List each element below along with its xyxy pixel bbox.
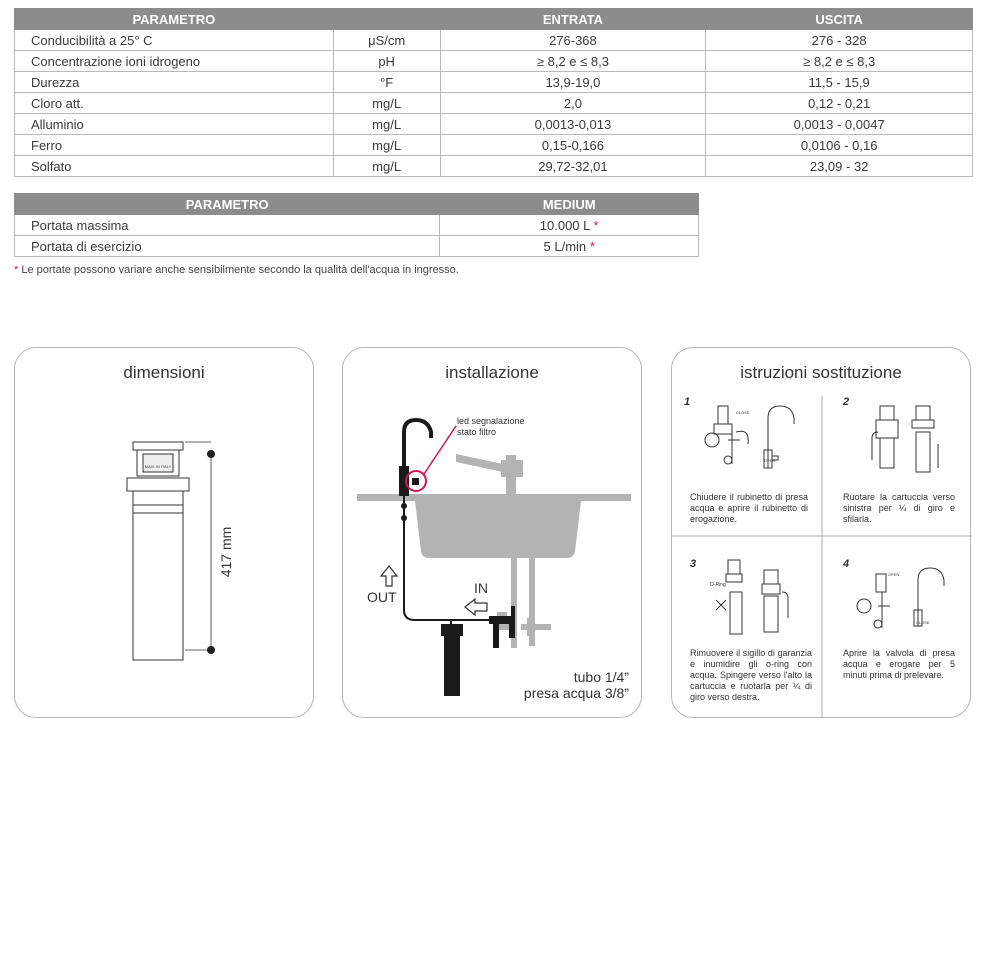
filter-faucet: [404, 420, 431, 468]
step3-drawing: [716, 560, 788, 634]
sink-bowl: [415, 501, 581, 558]
faucet-base: [399, 466, 409, 496]
table-row: [15, 215, 699, 236]
led-label-line1: led segnalazione: [457, 416, 525, 426]
medium-value: 10.000 L: [539, 217, 590, 233]
medium-value: 5 L/min: [543, 238, 587, 254]
panel-installazione: [342, 347, 642, 718]
param-cell: Conducibilità a 25° C: [15, 30, 334, 51]
param-cell: Alluminio: [15, 114, 334, 135]
asterisk: *: [589, 238, 595, 254]
entrata-cell: 13,9-19,0: [440, 72, 706, 93]
filter-body: [133, 505, 183, 660]
sink-pipes: [493, 558, 551, 648]
entrata-cell: 276-368: [440, 30, 706, 51]
header-entrata: ENTRATA: [440, 9, 706, 30]
presa-label: presa acqua 3/8”: [523, 685, 629, 701]
param-cell: Concentrazione ioni idrogeno: [15, 51, 334, 72]
table-row: [15, 156, 973, 177]
panel-dimensioni: [14, 347, 314, 718]
step-number: 3: [690, 558, 697, 570]
uscita-cell: 276 - 328: [706, 30, 973, 51]
table-header-row: [15, 194, 699, 215]
table-row: [15, 30, 973, 51]
param-cell: Durezza: [15, 72, 334, 93]
unit-cell: mg/L: [333, 135, 440, 156]
step4-text: Aprire la valvola di presa acqua e erogare per 5 minuti prima di prelevare.: [843, 648, 955, 680]
panel-title: installazione: [445, 363, 539, 382]
mixer-tap-icon: [456, 454, 523, 497]
step-number: 4: [843, 558, 850, 570]
panel-istruzioni: [671, 347, 971, 718]
medium-cell: [440, 215, 699, 236]
filter-dimension-drawing: [15, 348, 315, 719]
filter-head: [441, 624, 463, 636]
panel-title: istruzioni sostituzione: [740, 363, 902, 382]
uscita-cell: 0,12 - 0,21: [706, 93, 973, 114]
step2-text: Ruotare la cartuccia verso sinistra per ¼ di giro e sfilarla.: [843, 492, 955, 524]
out-arrow-icon: [381, 566, 397, 586]
filter-collar: [127, 478, 189, 491]
entrata-cell: 2,0: [440, 93, 706, 114]
table-row: [15, 114, 973, 135]
asterisk: *: [14, 264, 19, 276]
filter-top-cap: [133, 442, 183, 450]
uscita-cell: 0,0013 - 0,0047: [706, 114, 973, 135]
open-tag: OPEN: [888, 572, 900, 577]
unit-cell: μS/cm: [333, 30, 440, 51]
entrata-cell: 29,72-32,01: [440, 156, 706, 177]
header-unit: [333, 9, 440, 30]
table-row: [15, 51, 973, 72]
unit-cell: mg/L: [333, 93, 440, 114]
entrata-cell: 0,15-0,166: [440, 135, 706, 156]
footnote-text: Le portate possono variare anche sensibilmente secondo la qualità dell'acqua in ingresso.: [18, 264, 459, 276]
table-row: [15, 135, 973, 156]
dimension-label: 417 mm: [218, 526, 234, 578]
header-medium: MEDIUM: [440, 194, 699, 215]
led-callout-line: [424, 426, 456, 474]
header-parametro: PARAMETRO: [15, 194, 440, 215]
medium-cell: [440, 236, 699, 257]
led-indicator: [412, 478, 419, 485]
table-header-row: [15, 9, 973, 30]
table-row: [15, 93, 973, 114]
entrata-cell: 0,0013-0,013: [440, 114, 706, 135]
header-uscita: USCITA: [706, 9, 973, 30]
flow-rate-table: [14, 193, 699, 257]
unit-cell: mg/L: [333, 114, 440, 135]
step1-text: Chiudere il rubinetto di presa acqua e aprire il rubinetto di erogazione.: [690, 492, 808, 524]
unit-cell: °F: [333, 72, 440, 93]
step4-drawing: [857, 568, 944, 628]
dimension-dot-bottom: [207, 646, 215, 654]
param-cell: Portata di esercizio: [15, 236, 440, 257]
footnote: [14, 264, 459, 276]
uscita-cell: 23,09 - 32: [706, 156, 973, 177]
close-tag: CLOSE: [916, 620, 930, 625]
filter-brand-label: MAXI IN ITALY: [144, 464, 172, 469]
filter-cartridge: [444, 636, 460, 696]
in-arrow-icon: [465, 599, 487, 615]
installation-drawing: [343, 348, 643, 719]
param-cell: Portata massima: [15, 215, 440, 236]
tubo-label: tubo 1/4”: [573, 669, 629, 685]
close-tag: CLOSE: [736, 410, 750, 415]
param-cell: Cloro att.: [15, 93, 334, 114]
countertop: [357, 494, 631, 501]
out-label: OUT: [367, 589, 397, 605]
led-label-line2: stato filtro: [457, 427, 497, 437]
param-cell: Solfato: [15, 156, 334, 177]
step1-drawing: [705, 406, 794, 468]
table-row: [15, 236, 699, 257]
step-number: 2: [843, 396, 850, 408]
unit-cell: pH: [333, 51, 440, 72]
step2-drawing: [872, 406, 938, 472]
uscita-cell: ≥ 8,2 e ≤ 8,3: [706, 51, 973, 72]
in-label: IN: [474, 580, 488, 596]
open-tag: OPEN: [764, 458, 776, 463]
dimension-dot-top: [207, 450, 215, 458]
panel-title: dimensioni: [123, 363, 205, 382]
uscita-cell: 11,5 - 15,9: [706, 72, 973, 93]
water-parameters-table: [14, 8, 973, 177]
step3-text: Rimuovere il sigillo di garanzia e inumidire gli o-ring con acqua. Spingere verso l'alto la cartuccia e ruotarla per ¼ di giro verso destra.: [690, 648, 812, 702]
unit-cell: mg/L: [333, 156, 440, 177]
oring-tag: O-Ring: [710, 582, 726, 588]
uscita-cell: 0,0106 - 0,16: [706, 135, 973, 156]
table-row: [15, 72, 973, 93]
entrata-cell: ≥ 8,2 e ≤ 8,3: [440, 51, 706, 72]
header-parametro: PARAMETRO: [15, 9, 334, 30]
asterisk: *: [593, 217, 599, 233]
step-number: 1: [684, 396, 691, 408]
param-cell: Ferro: [15, 135, 334, 156]
